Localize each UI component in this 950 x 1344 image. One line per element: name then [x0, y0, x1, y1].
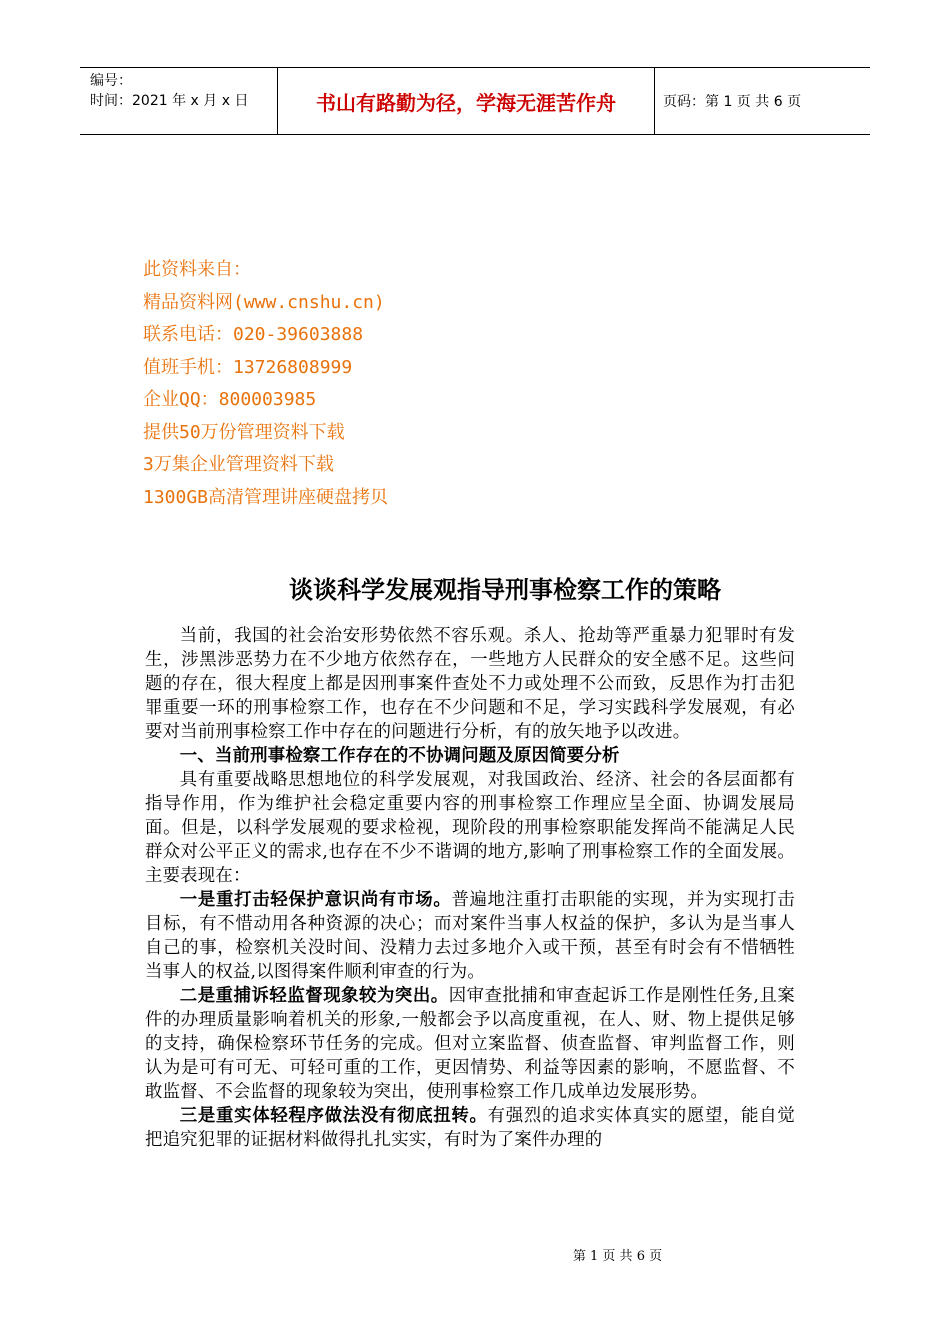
document-title: 谈谈科学发展观指导刑事检察工作的策略: [289, 576, 721, 604]
paragraph-text: 具有重要战略思想地位的科学发展观，对我国政治、经济、社会的各层面都有指导作用，作为维护社会稳定重要内容的刑事检察工作理应呈全面、协调发展局面。但是，以科学发展观的要求检视，现阶段的刑事检察职能发挥尚不能满足人民群众对公平正义的需求,也存在不少不谐调的地方,影响了刑事检察工作的全面发展。主要表现在：: [145, 770, 795, 886]
paragraph-lead: 二是重捕诉轻监督现象较为突出。: [179, 986, 449, 1006]
header-page-info: 页码：第 1 页 共 6 页: [663, 94, 802, 110]
promo-line: 此资料来自：: [143, 259, 251, 280]
promo-line: 企业QQ：800003985: [143, 389, 317, 410]
paragraph: [145, 768, 795, 888]
paragraph: [145, 1104, 795, 1152]
promo-line: 3万集企业管理资料下载: [143, 454, 334, 475]
promo-line: 1300GB高清管理讲座硬盘拷贝: [143, 486, 389, 508]
paragraph-lead: 三是重实体轻程序做法没有彻底扭转。: [179, 1106, 488, 1126]
number-label: 编号：: [90, 73, 132, 89]
paragraph: [145, 888, 795, 984]
paragraph: [145, 984, 795, 1104]
header-left-cell: [80, 68, 278, 134]
paragraph-lead: 一是重打击轻保护意识尚有市场。: [179, 890, 452, 910]
paragraph-lead: 一、当前刑事检察工作存在的不协调问题及原因简要分析: [179, 746, 620, 766]
promo-line: 联系电话：020-39603888: [143, 324, 364, 345]
paragraph-text: 普遍地注重打击职能的实现，并为实现打击目标，有不惜动用各种资源的决心；而对案件当事人权益的保护，多认为是当事人自己的事，检察机关没时间、没精力去过多地介入或干预，甚至有时会有不惜牺牲当事人的权益,以图得案件顺利审查的行为。: [145, 890, 795, 982]
paragraph-text: 因审查批捕和审查起诉工作是刚性任务,且案件的办理质量影响着机关的形象,一般都会予以高度重视，在人、财、物上提供足够的支持，确保检察环节任务的完成。但对立案监督、侦查监督、审判监督工作，则认为是可有可无、可轻可重的工作，更因情势、利益等因素的影响，不愿监督、不敢监督、不会监督的现象较为突出，使刑事检察工作几成单边发展形势。: [145, 986, 795, 1102]
document-body: [145, 624, 795, 1152]
header-motto: 书山有路勤为径，学海无涯苦作舟: [278, 68, 655, 134]
promo-line: 精品资料网(www.cnshu.cn): [143, 291, 385, 313]
page-footer: 第 1 页 共 6 页: [572, 1249, 663, 1264]
paragraph-text: 当前，我国的社会治安形势依然不容乐观。杀人、抢劫等严重暴力犯罪时有发生，涉黑涉恶势力在不少地方依然存在，一些地方人民群众的安全感不足。这些问题的存在，很大程度上都是因刑事案件查处不力或处理不公而致，反思作为打击犯罪重要一环的刑事检察工作，也存在不少问题和不足，学习实践科学发展观，有必要对当前刑事检察工作中存在的问题进行分析，有的放矢地予以改进。: [145, 626, 795, 742]
header-table: [80, 67, 870, 135]
time-label: 时间：2021 年 x 月 x 日: [90, 93, 249, 109]
promo-line: 值班手机：13726808999: [143, 356, 353, 378]
paragraph-text: 有强烈的追求实体真实的愿望，能自觉把追究犯罪的证据材料做得扎扎实实，有时为了案件办理的: [145, 1106, 795, 1150]
promo-block: [143, 254, 388, 514]
section-heading: [145, 744, 795, 768]
paragraph: [145, 624, 795, 744]
promo-line: 提供50万份管理资料下载: [143, 421, 345, 443]
